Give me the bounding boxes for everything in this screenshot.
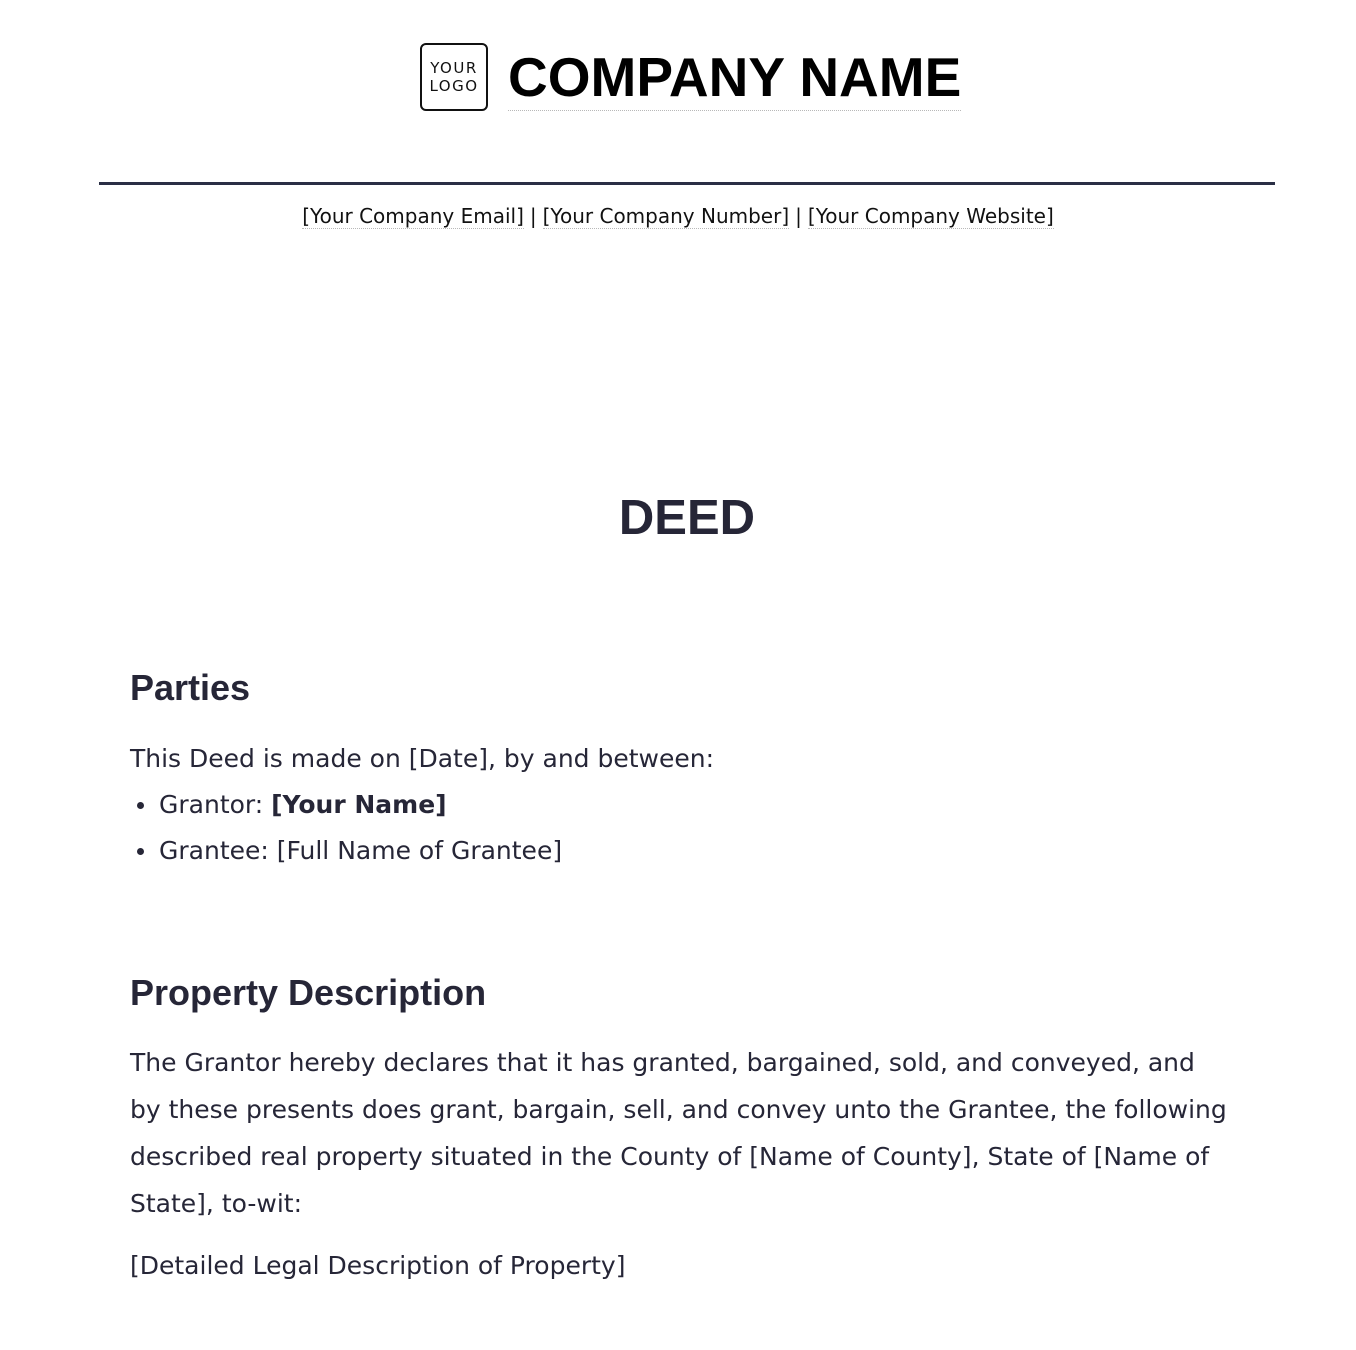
logo-line-1: YOUR — [430, 59, 478, 77]
grantee-value: [Full Name of Grantee] — [276, 836, 563, 865]
legal-description: [Detailed Legal Description of Property] — [130, 1251, 626, 1280]
list-item-grantee — [130, 828, 1230, 874]
list-item-grantor — [130, 782, 1230, 828]
contact-separator: | — [529, 204, 537, 228]
company-name: COMPANY NAME — [508, 44, 961, 111]
section-parties — [130, 664, 1230, 874]
parties-intro: This Deed is made on [Date], by and between: — [130, 744, 715, 773]
property-heading: Property Description — [130, 972, 487, 1013]
contact-separator: | — [795, 204, 802, 228]
logo-placeholder — [420, 43, 488, 111]
logo-line-2: LOGO — [429, 77, 479, 95]
grantor-value: [Your Name] — [271, 790, 447, 819]
bullet-icon — [137, 802, 144, 809]
parties-heading: Parties — [130, 667, 251, 708]
parties-list — [130, 782, 1230, 874]
company-number: [Your Company Number] — [542, 204, 790, 228]
header-divider — [99, 182, 1275, 185]
grantor-label: Grantor: — [159, 790, 272, 819]
document-title: DEED — [618, 491, 756, 545]
contact-line — [0, 200, 1356, 232]
company-website: [Your Company Website] — [807, 204, 1054, 228]
grantee-label: Grantee: — [159, 836, 277, 865]
bullet-icon — [137, 848, 144, 855]
section-property-description — [130, 969, 1230, 1289]
document-body — [130, 664, 1230, 1289]
property-body: The Grantor hereby declares that it has granted, bargained, sold, and conveyed, and by these presents does grant, bargain, sell, and convey unto the Grantee, the following described real property situated in the County of [Name of County], State of [Name of State], to-wit: — [130, 1048, 1227, 1218]
document-header — [0, 0, 1356, 240]
company-email: [Your Company Email] — [302, 204, 524, 228]
